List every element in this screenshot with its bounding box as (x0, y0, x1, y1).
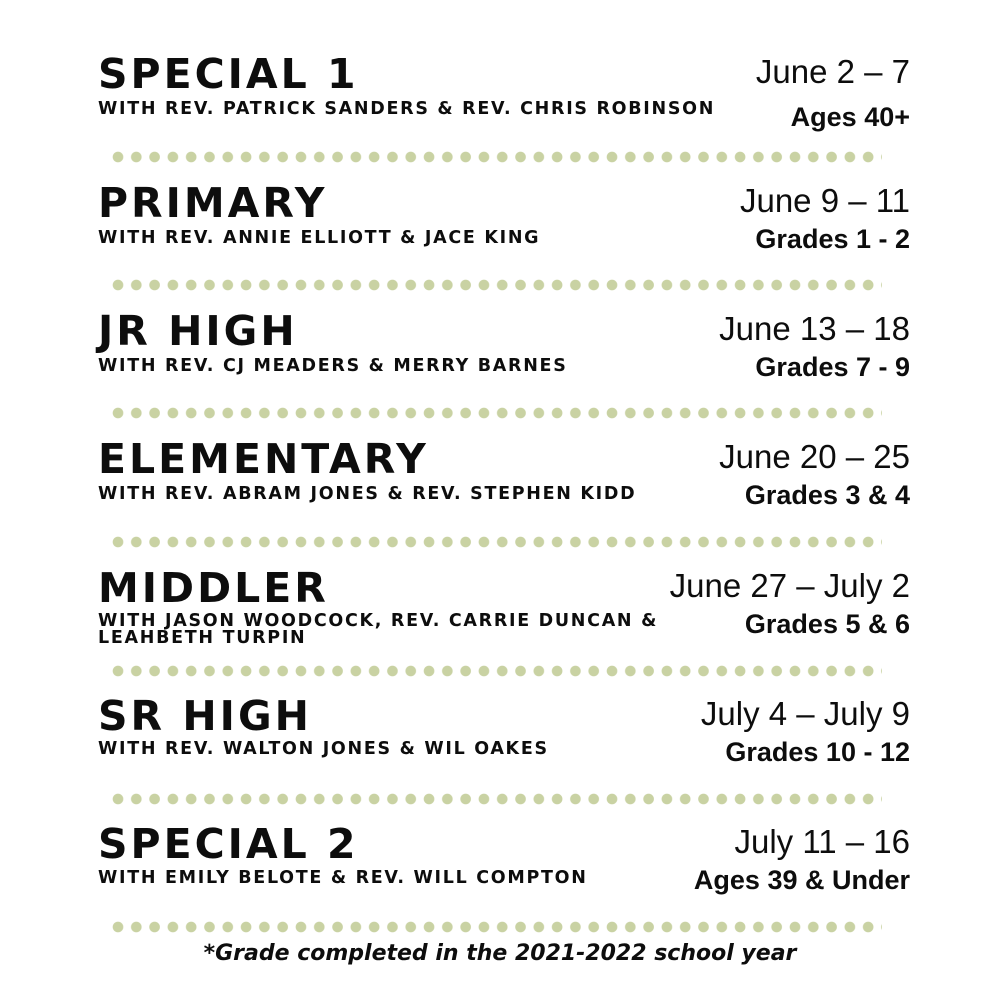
camp-leaders: WITH REV. CJ MEADERS & MERRY BARNES (98, 356, 568, 376)
camp-leaders: WITH REV. ANNIE ELLIOTT & JACE KING (98, 228, 541, 248)
camp-leaders: WITH JASON WOODCOCK, REV. CARRIE DUNCAN & LEAHBETH TURPIN (98, 611, 659, 648)
dotted-divider (112, 793, 882, 805)
camp-name: SPECIAL 2 (98, 820, 359, 868)
camp-name: JR HIGH (98, 307, 298, 355)
dotted-divider (112, 536, 882, 548)
camp-dates: June 2 – 7 (755, 53, 910, 90)
dotted-divider (112, 665, 882, 677)
camp-leaders: WITH REV. PATRICK SANDERS & REV. CHRIS ROBINSON (98, 99, 716, 119)
camp-ages: Grades 10 - 12 (725, 737, 910, 767)
camp-ages: Grades 3 & 4 (744, 480, 910, 510)
camp-ages: Grades 7 - 9 (755, 352, 910, 382)
camp-ages: Ages 40+ (790, 102, 910, 132)
camp-leaders: WITH REV. ABRAM JONES & REV. STEPHEN KIDD (98, 484, 637, 504)
camp-ages: Grades 5 & 6 (744, 609, 910, 639)
camp-dates: June 20 – 25 (719, 438, 910, 475)
camp-ages: Ages 39 & Under (693, 865, 910, 895)
camp-dates: June 13 – 18 (719, 310, 910, 347)
camp-leaders: WITH REV. WALTON JONES & WIL OAKES (98, 739, 549, 759)
camp-dates: June 27 – July 2 (669, 567, 910, 604)
camp-dates: July 4 – July 9 (700, 695, 910, 732)
dotted-divider (112, 407, 882, 419)
camp-name: SPECIAL 1 (98, 50, 359, 98)
camp-dates: July 11 – 16 (734, 823, 910, 860)
dotted-divider (112, 151, 882, 163)
footnote: *Grade completed in the 2021-2022 school year (203, 941, 797, 966)
camp-name: PRIMARY (98, 179, 328, 227)
dotted-divider (112, 921, 882, 933)
camp-dates: June 9 – 11 (739, 182, 910, 219)
dotted-divider (112, 279, 882, 291)
camp-name: ELEMENTARY (98, 435, 429, 483)
camp-name: MIDDLER (98, 564, 329, 612)
camp-leaders: WITH EMILY BELOTE & REV. WILL COMPTON (98, 868, 588, 888)
camp-name: SR HIGH (98, 692, 312, 740)
camp-ages: Grades 1 - 2 (755, 224, 910, 254)
